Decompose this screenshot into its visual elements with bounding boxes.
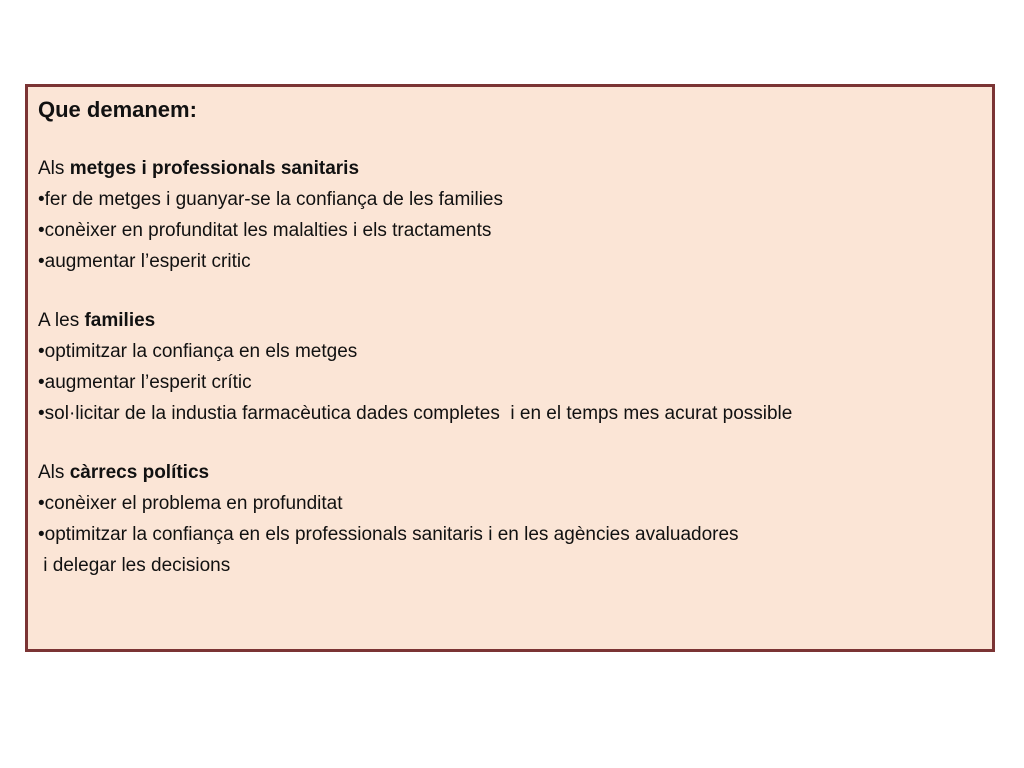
bullet-icon: •	[38, 372, 45, 393]
bullet-icon: •	[38, 220, 45, 241]
bullet-text: fer de metges i guanyar-se la confiança de les families	[44, 189, 504, 210]
bullet-icon: •	[38, 524, 45, 545]
bullet-continuation: i delegar les decisions	[38, 555, 231, 576]
bullet-text: optimitzar la confiança en els professionals sanitaris i en les agències avaluadores	[44, 524, 739, 545]
bullet-text: augmentar l’esperit crític	[44, 372, 252, 393]
spacer	[38, 429, 992, 457]
bullet-text: sol·licitar de la industia farmacèutica dades completes i en el temps mes acurat possible	[44, 403, 793, 424]
section-intro: A les	[38, 310, 85, 331]
bullet-text: augmentar l’esperit critic	[44, 251, 251, 272]
bullet-icon: •	[38, 189, 45, 210]
bullet-item	[38, 215, 992, 246]
bullet-icon: •	[38, 493, 45, 514]
bullet-text: conèixer en profunditat les malalties i els tractaments	[44, 220, 492, 241]
page-title: Que demanem:	[38, 97, 197, 122]
section-emphasis: metges i professionals sanitaris	[69, 158, 360, 179]
section-title-politicians	[38, 457, 992, 488]
bullet-item	[38, 246, 992, 277]
section-emphasis: càrrecs polítics	[69, 462, 210, 483]
bullet-icon: •	[38, 251, 45, 272]
bullet-text: optimitzar la confiança en els metges	[44, 341, 358, 362]
bullet-item	[38, 184, 992, 215]
bullet-icon: •	[38, 341, 45, 362]
bullet-text: conèixer el problema en profunditat	[44, 493, 343, 514]
bullet-icon: •	[38, 403, 45, 424]
section-intro: Als	[38, 158, 70, 179]
bullet-item	[38, 367, 992, 398]
bullet-item	[38, 336, 992, 367]
content-box	[25, 84, 995, 652]
spacer	[38, 125, 992, 153]
section-title-families	[38, 305, 992, 336]
section-intro: Als	[38, 462, 70, 483]
bullet-item	[38, 398, 992, 429]
bullet-item	[38, 519, 992, 550]
section-emphasis: families	[84, 310, 156, 331]
section-title-doctors	[38, 153, 992, 184]
bullet-item	[38, 488, 992, 519]
spacer	[38, 277, 992, 305]
